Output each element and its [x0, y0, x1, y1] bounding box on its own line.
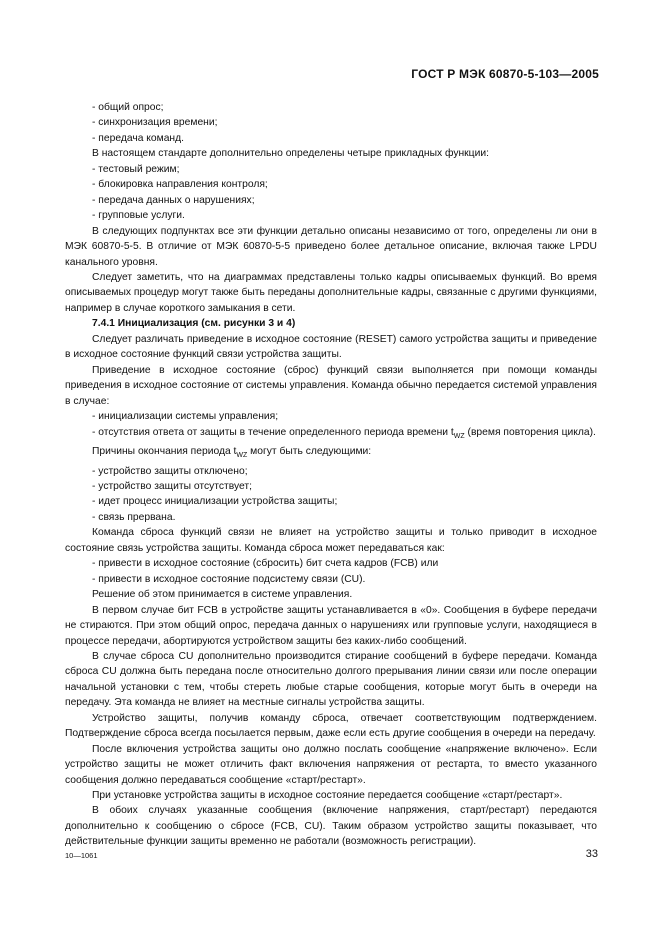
- list-item: - привести в исходное состояние (сбросить) бит счета кадров (FCB) или: [92, 558, 439, 570]
- list-item: [65, 425, 597, 445]
- paragraph: Следует заметить, что на диаграммах представлены только кадры описываемых функций. Во время описываемых процедур могут также быть переданы дополнительные кадры, связанные с другими функциями, например в случае короткого замыкания в сети.: [65, 271, 597, 314]
- paragraph: Приведение в исходное состояние (сброс) функций связи выполняется при помощи команды приведения в исходное состояние от системы управления. Команда обычно передается системой управления в случае:: [65, 364, 597, 407]
- list-item: - инициализации системы управления;: [92, 411, 279, 423]
- list-item: - групповые услуги.: [92, 210, 185, 222]
- page-body: [65, 100, 597, 850]
- list-item: - связь прервана.: [92, 511, 176, 523]
- paragraph: Команда сброса функций связи не влияет на устройство защиты и только приводит в исходное состояние связь устройства защиты. Команда сброса может передаваться как:: [65, 527, 597, 554]
- list-item: - тестовый режим;: [92, 163, 180, 175]
- paragraph: В обоих случаях указанные сообщения (включение напряжения, старт/рестарт) передаются дополнительно к сообщению о сбросе (FCB, CU). Таким образом устройство защиты показывает, что действительные функции защиты временно не работали (возможность регистрации).: [65, 805, 597, 848]
- list-item: - синхронизация времени;: [92, 117, 218, 129]
- list-item: - передача команд.: [92, 132, 184, 144]
- list-item: - устройство защиты отсутствует;: [92, 480, 252, 492]
- paragraph: [65, 444, 597, 464]
- paragraph: При установке устройства защиты в исходное состояние передается сообщение «старт/рестарт».: [92, 790, 563, 802]
- subscript: WZ: [453, 432, 465, 440]
- list-item: - блокировка направления контроля;: [92, 179, 268, 191]
- list-item: - устройство защиты отключено;: [92, 465, 248, 477]
- paragraph: После включения устройства защиты оно должно послать сообщение «напряжение включено». Если устройство защиты не может отличить факт включения напряжения от рестарта, то вместо указанного сообщения должно передаваться сообщение «старт/рестарт».: [65, 743, 597, 786]
- list-item: - идет процесс инициализации устройства защиты;: [92, 496, 338, 508]
- paragraph: В первом случае бит FCB в устройстве защиты устанавливается в «0». Сообщения в буфере передачи не стираются. При этом общий опрос, передача данных о нарушениях или групповые услуги, находящиеся в процессе передачи, абортируются устройством защиты без каких-либо сообщений.: [65, 604, 597, 647]
- paragraph: Следует различать приведение в исходное состояние (RESET) самого устройства защиты и приведение в исходное состояние функций связи устройства защиты.: [65, 333, 597, 361]
- text-run: Причины окончания периода t: [92, 446, 237, 458]
- section-heading: 7.4.1 Инициализация (см. рисунки 3 и 4): [92, 318, 296, 330]
- print-code: 10—1061: [65, 851, 98, 860]
- page-number: 33: [585, 848, 598, 860]
- list-item: - передача данных о нарушениях;: [92, 194, 255, 206]
- subscript: WZ: [236, 452, 248, 460]
- paragraph: В настоящем стандарте дополнительно определены четыре прикладных функции:: [92, 148, 489, 160]
- text-run: (время повторения цикла).: [464, 426, 596, 438]
- text-run: могут быть следующими:: [247, 446, 372, 458]
- paragraph: Устройство защиты, получив команду сброса, отвечает соответствующим подтверждением. Подтверждение сброса всегда посылается первым, даже если есть другие сообщения в очереди на передачу.: [65, 712, 597, 740]
- text-run: - отсутствия ответа от защиты в течение определенного периода времени t: [92, 426, 454, 438]
- paragraph: В следующих подпунктах все эти функции детально описаны независимо от того, определены ли они в МЭК 60870-5-5. В отличие от МЭК 60870-5-5 приведено более детальное описание, включая также LPDU канального уровня.: [65, 225, 597, 268]
- paragraph: В случае сброса CU дополнительно производится стирание сообщений в буфере передачи. Команда сброса CU должна быть передана после относительно долгого прерывания линии связи или после операции начальной установки с тем, чтобы стереть любые старые сообщения, которые могут быть в очереди на передачу. Эта команда не влияет на местные сигналы устройства защиты.: [65, 650, 597, 709]
- document-header: ГОСТ Р МЭК 60870-5-103—2005: [411, 67, 599, 81]
- list-item: - привести в исходное состояние подсистему связи (CU).: [92, 573, 366, 585]
- paragraph: Решение об этом принимается в системе управления.: [92, 589, 353, 601]
- list-item: - общий опрос;: [92, 102, 164, 113]
